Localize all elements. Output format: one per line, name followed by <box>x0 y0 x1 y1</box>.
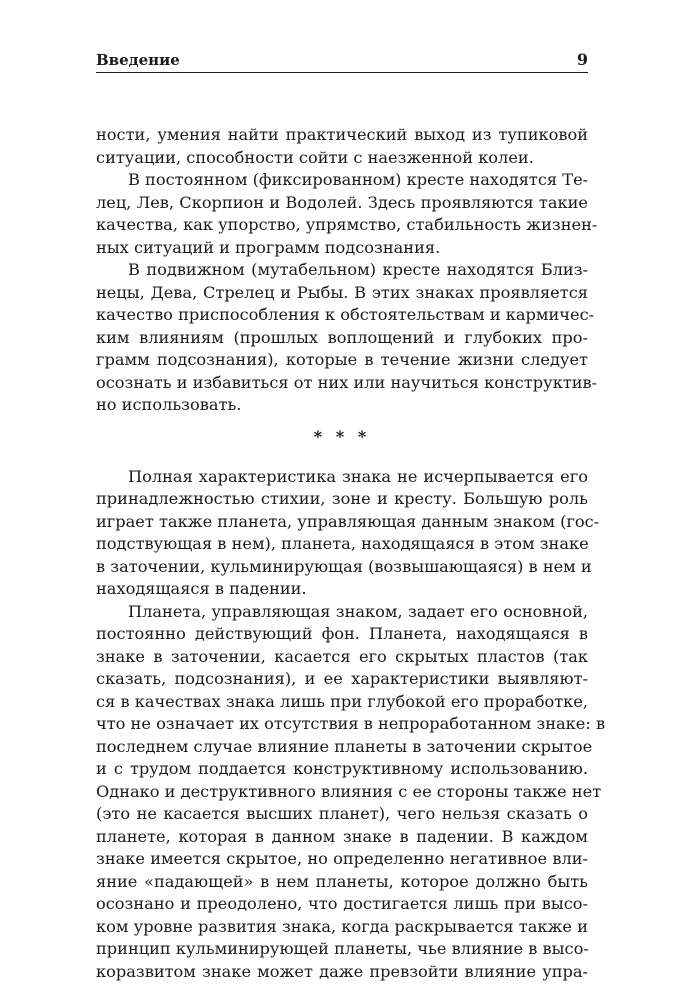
text-line: В подвижном (мутабельном) кресте находятся Близ- <box>128 260 588 279</box>
text-line: ных ситуаций и программ подсознания. <box>96 237 441 257</box>
text-line: постоянно действующий фон. Планета, находящаяся в <box>96 624 588 643</box>
text-line: играет также планета, управляющая данным знаком (гос- <box>96 511 600 531</box>
section-title: Введение <box>96 51 180 69</box>
text-line: ся в качествах знака лишь при глубокой его проработке, <box>96 691 588 711</box>
paragraph <box>96 124 588 169</box>
text-line: В постоянном (фиксированном) кресте находятся Те- <box>128 170 589 189</box>
page-number: 9 <box>576 50 588 69</box>
paragraph <box>96 601 606 984</box>
text-line: ности, умения найти практический выход из тупиковой <box>96 125 588 144</box>
text-line: ситуации, способности сойти с наезженной колеи. <box>96 147 534 167</box>
text-line: осознано и преодолено, что достигается лишь при высо- <box>96 894 588 913</box>
paragraph <box>96 169 598 259</box>
paragraph <box>96 259 598 417</box>
text-line: нецы, Дева, Стрелец и Рыбы. В этих знаках проявляется <box>96 282 588 302</box>
text-line: но использовать. <box>96 395 242 414</box>
section-separator: * * * <box>313 426 371 446</box>
text-line: знаке в заточении, касается его скрытых пластов (так <box>96 646 588 666</box>
text-line: планете, которая в данном знаке в падении. В каждом <box>96 826 588 846</box>
text-line: качества, как упорство, упрямство, стабильность жизнен- <box>96 215 598 234</box>
text-line: подствующая в нем), планета, находящаяся в этом знаке <box>96 534 589 553</box>
text-line: принадлежностью стихии, зоне и кресту. Большую роль <box>96 489 588 508</box>
text-line: (это не касается высших планет), чего нельзя сказать о <box>96 804 588 823</box>
text-line: ким влияниям (прошлых воплощений и глубоких про- <box>96 327 588 347</box>
text-line: Планета, управляющая знаком, задает его основной, <box>128 601 588 621</box>
body-text <box>96 124 606 983</box>
text-line: Однако и деструктивного влияния с ее стороны также нет <box>96 781 602 801</box>
paragraph <box>96 466 600 601</box>
text-line: лец, Лев, Скорпион и Водолей. Здесь проявляются такие <box>96 192 588 212</box>
text-line: сказать, подсознания), и ее характеристики выявляют- <box>96 669 588 688</box>
text-line: находящаяся в падении. <box>96 579 307 598</box>
text-line: знаке имеется скрытое, но определенно негативное вли- <box>96 849 588 868</box>
text-line: в заточении, кульминирующая (возвышающаяся) в нем и <box>96 556 592 576</box>
running-header <box>96 50 588 73</box>
text-line: ком уровне развития знака, когда раскрывается также и <box>96 916 588 936</box>
text-line: и с трудом поддается конструктивному использованию. <box>96 759 588 778</box>
text-line: осознать и избавиться от них или научиться конструктив- <box>96 372 598 392</box>
text-line: последнем случае влияние планеты в заточении скрытое <box>96 736 593 756</box>
text-line: Полная характеристика знака не исчерпывается его <box>128 466 588 486</box>
text-line: что не означает их отсутствия в непроработанном знаке: в <box>96 714 606 733</box>
text-line: качество приспособления к обстоятельствам и кармичес- <box>96 305 595 324</box>
text-line: коразвитом знаке может даже превзойти влияние упра- <box>96 961 588 981</box>
text-line: яние «падающей» в нем планеты, которое должно быть <box>96 871 588 891</box>
text-line: принцип кульминирующей планеты, чье влияние в высо- <box>96 939 589 958</box>
text-line: грамм подсознания), которые в течение жизни следует <box>96 350 588 369</box>
